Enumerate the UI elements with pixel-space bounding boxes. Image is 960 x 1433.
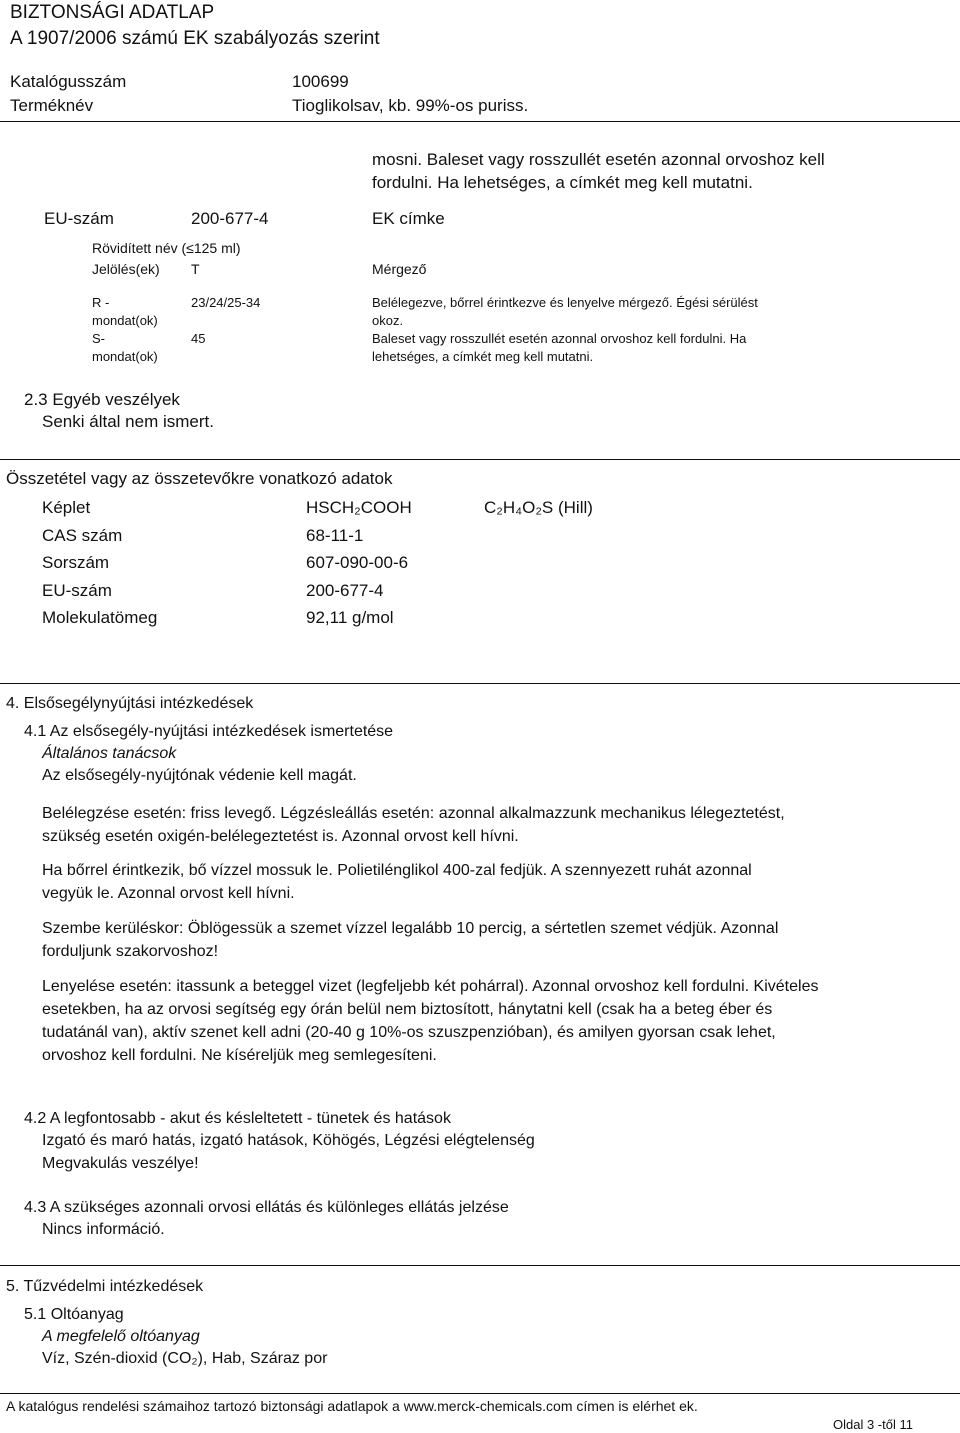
formula-label: Képlet [42, 498, 91, 517]
footer-divider [0, 1393, 960, 1394]
section-4-1-heading: 4.1 Az elsősegély-nyújtási intézkedések ismertetése [24, 723, 394, 740]
cas-value: 68-11-1 [306, 526, 364, 545]
blindness-risk-text: Megvakulás veszélye! [42, 1155, 199, 1172]
composition-divider [0, 459, 960, 460]
ec-label-heading: EK címke [372, 209, 445, 228]
eu-label-2: EU-szám [42, 581, 112, 600]
continued-text-line2: fordulni. Ha lehetséges, a címkét meg kell mutatni. [372, 173, 753, 192]
cas-label: CAS szám [42, 526, 123, 545]
inhalation-text: Belélegzése esetén: friss levegő. Légzésleállás esetén: azonnal alkalmazzunk mechanikus lélegeztetést, szükség esetén oxigén-belélegeztetést is. Azonnal orvost kell hívni. [42, 805, 785, 845]
section-5-heading: 5. Tűzvédelmi intézkedések [6, 1278, 204, 1295]
section-4-divider [0, 683, 960, 684]
catalog-value: 100699 [292, 72, 349, 91]
footer-note: A katalógus rendelési számaihoz tartozó biztonsági adatlapok a www.merck-chemicals.com címen is elérhet ek. [6, 1398, 698, 1414]
r-phrase-label: R - [92, 295, 110, 310]
continued-text-line1: mosni. Baleset vagy rosszullét esetén azonnal orvoshoz kell [372, 150, 825, 169]
molar-mass-value: 92,11 g/mol [306, 608, 394, 627]
page-number: Oldal 3 -től 11 [833, 1417, 913, 1432]
first-aid-protect-text: Az elsősegély-nyújtónak védenie kell magát. [42, 767, 357, 784]
s-phrase-label: S- [92, 331, 105, 346]
marking-value: T [191, 261, 200, 277]
section-5-divider [0, 1265, 960, 1266]
s-phrase-text-1: Baleset vagy rosszullét esetén azonnal orvoshoz kell fordulni. Ha [372, 331, 747, 346]
header-divider [0, 121, 960, 122]
suitable-media-text: Víz, Szén-dioxid (CO₂), Hab, Száraz por [42, 1350, 328, 1367]
section-2-3-text: Senki által nem ismert. [42, 412, 214, 431]
section-4-3-heading: 4.3 A szükséges azonnali orvosi ellátás és különleges ellátás jelzése [24, 1199, 509, 1216]
r-phrase-text-1: Belélegezve, bőrrel érintkezve és lenyelve mérgező. Égési sérülést [372, 295, 758, 310]
short-name-label: Rövidített név (≤125 ml) [92, 240, 241, 256]
eu-value-2: 200-677-4 [306, 581, 384, 600]
no-info-text: Nincs információ. [42, 1221, 165, 1238]
section-4-2-heading: 4.2 A legfontosabb - akut és késleltetett - tünetek és hatások [24, 1110, 451, 1127]
section-4-heading: 4. Elsősegélynyújtási intézkedések [6, 695, 254, 712]
marking-description: Mérgező [372, 261, 427, 277]
s-phrase-value: 45 [191, 331, 206, 346]
ingestion-text: Lenyelése esetén: itassunk a beteggel vizet (legfeljebb két pohárral). Azonnal orvoshoz kell fordulni. Kivételes esetekben, ha az orvosi segítség egy órán belül nem biztosított, hánytatni kell (csak ha a beteg éber és tudatánál van), aktív szenet kell adni (20-40 g 10%-os szuszpenzióban), és amilyen gyorsan csak lehet, orvoshoz kell fordulni. Ne kíséreljük meg semlegesíteni. [42, 978, 819, 1064]
s-phrase-label-2: mondat(ok) [92, 349, 158, 364]
product-label: Terméknév [10, 96, 94, 115]
molar-mass-label: Molekulatömeg [42, 608, 158, 627]
section-5-1-heading: 5.1 Oltóanyag [24, 1306, 124, 1323]
r-phrase-text-2: okoz. [372, 313, 404, 328]
general-advice-subheading: Általános tanácsok [42, 745, 177, 762]
doc-subtitle: A 1907/2006 számú EK szabályozás szerint [10, 28, 380, 49]
r-phrase-label-2: mondat(ok) [92, 313, 158, 328]
suitable-media-subheading: A megfelelő oltóanyag [42, 1328, 200, 1345]
eu-number-label: EU-szám [44, 209, 114, 228]
doc-title: BIZTONSÁGI ADATLAP [10, 2, 215, 23]
r-phrase-value: 23/24/25-34 [191, 295, 261, 310]
formula-value: HSCH₂COOH [306, 498, 412, 517]
marking-label: Jelölés(ek) [92, 261, 160, 277]
product-value: Tioglikolsav, kb. 99%-os puriss. [292, 96, 529, 115]
composition-heading: Összetétel vagy az összetevőkre vonatkozó adatok [6, 469, 393, 488]
symptoms-text: Izgató és maró hatás, izgató hatások, Köhögés, Légzési elégtelenség [42, 1132, 535, 1149]
catalog-label: Katalógusszám [10, 72, 127, 91]
index-value: 607-090-00-6 [306, 553, 409, 572]
eu-number-value: 200-677-4 [191, 209, 269, 228]
hill-formula: C₂H₄O₂S (Hill) [484, 498, 593, 517]
index-label: Sorszám [42, 553, 110, 572]
section-2-3-heading: 2.3 Egyéb veszélyek [24, 390, 180, 409]
eye-contact-text: Szembe kerüléskor: Öblögessük a szemet vízzel legalább 10 percig, a sértetlen szemet védjük. Azonnal forduljunk szakorvoshoz! [42, 920, 779, 960]
skin-contact-text: Ha bőrrel érintkezik, bő vízzel mossuk le. Polietilénglikol 400-zal fedjük. A szennyezett ruhát azonnal vegyük le. Azonnal orvost kell hívni. [42, 862, 752, 902]
s-phrase-text-2: lehetséges, a címkét meg kell mutatni. [372, 349, 594, 364]
